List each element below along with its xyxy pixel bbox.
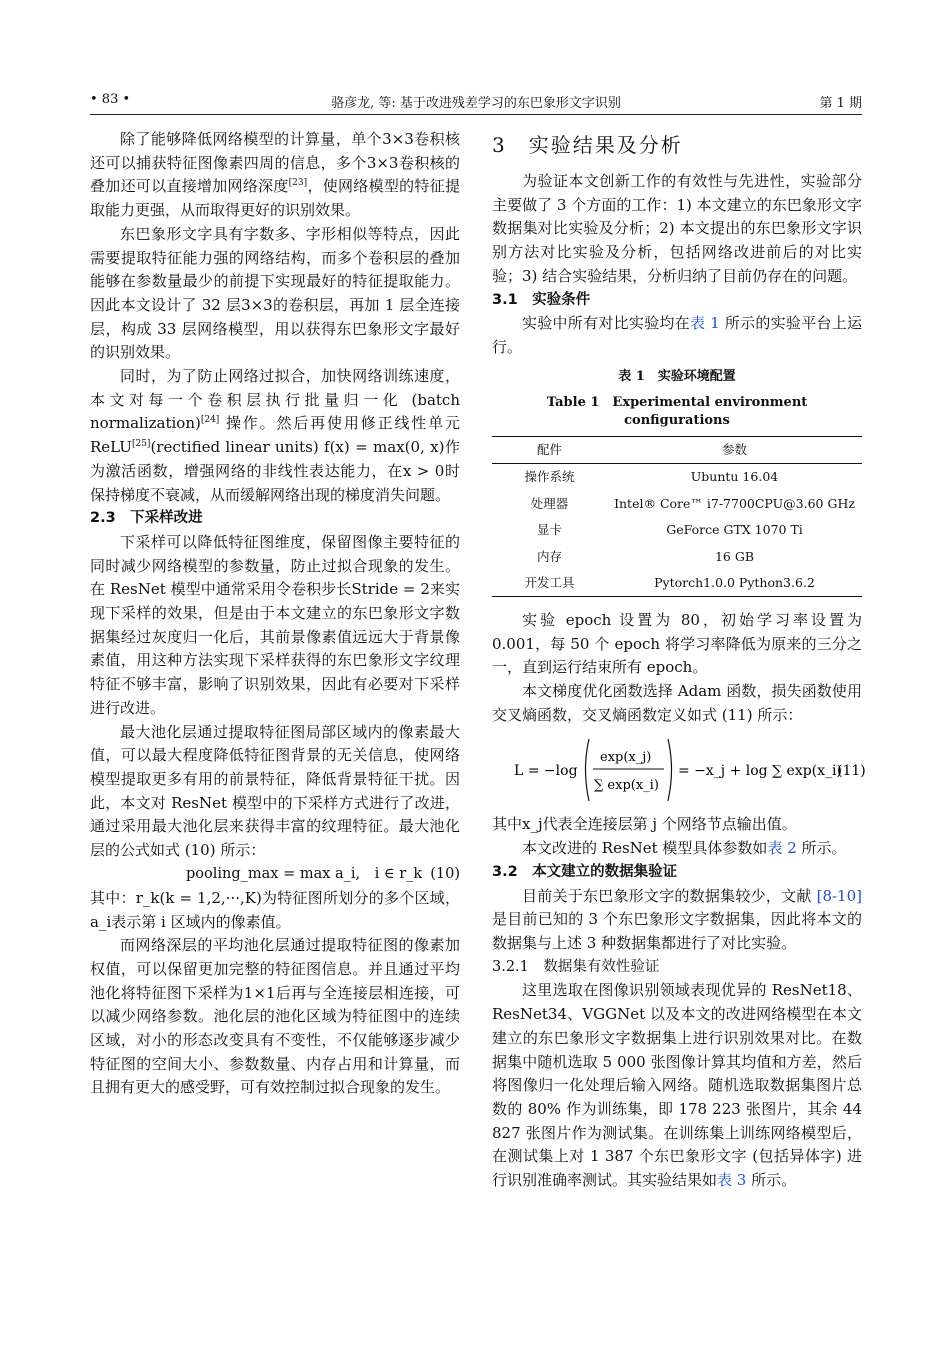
table-cell: 16 GB xyxy=(714,548,755,564)
paragraph: 为验证本文创新工作的有效性与先进性，实验部分主要做了 3 个方面的工作：1) 本文建立的东巴象形文字数据集对比实验及分析；2) 本文提出的东巴象形文字识别方法对比实验及分析，包括网络改进前后的对比实验；3) 结合实验结果，分析归纳了目前仍存在的问题。 xyxy=(492,172,862,285)
table-header-row xyxy=(492,436,862,463)
table-cell: 开发工具 xyxy=(524,574,575,590)
text: 是目前已知的 3 个东巴象形文字数据集，因此将本文的数据集与上述 3 种数据集都进行了对比实验。 xyxy=(492,910,862,952)
text: 操作。然后再使用修正线性单元ReLU xyxy=(90,414,460,457)
text: 实验中所有对比实验均在 xyxy=(522,314,690,333)
text: 这里选取在图像识别领域表现优异的 ResNet18、ResNet34、VGGNet 以及本文的改进网络模型在本文建立的东巴象形文字数据集上进行识别效果对比。在数据集中随机选取 5 000 张图像计算其均值和方差，然后将图像归一化处理后输入网络。随机选取数据集图片总数的 80% 作为训练集，即 178 223 张图片，其余 44 827 张图片作为测试集。在训练集上训练网络模型后，在测试集上对 1 387 个东巴象形文字 (包括异体字) 进行识别准确率测试。其实验结果如 xyxy=(492,981,862,1190)
left-column xyxy=(90,128,460,1100)
right-paren xyxy=(668,739,672,801)
paragraph: 而网络深层的平均池化层通过提取特征图的像素加权值，可以保留更加完整的特征图信息。并且通过平均池化将特征图下采样为1×1后再与全连接层相连接，可以减少网络参数。池化层的池化区域为特征图中的连续区域，对小的形态改变具有不变性，不仅能够逐步减少特征图的空间大小、参数数量、内存占用和计算量，而且拥有更大的感受野，可有效控制过拟合现象的发生。 xyxy=(90,936,460,1097)
section-heading: 2.3 下采样改进 xyxy=(90,510,203,527)
equation-11-svg xyxy=(492,729,866,809)
issue-number: 第 1 期 xyxy=(819,96,862,111)
running-title: 骆彦龙, 等: 基于改进残差学习的东巴象形文字识别 xyxy=(331,96,621,111)
paragraph: 本文梯度优化函数选择 Adam 函数，损失函数使用交叉熵函数，交叉熵函数定义如式 (11) 所示： xyxy=(492,682,862,724)
equation-10 xyxy=(90,863,460,887)
table-row xyxy=(492,464,862,491)
table-cell: 处理器 xyxy=(530,495,569,511)
table-header: 参数 xyxy=(721,441,747,457)
text: ，使网络模型的特征提取能力更强，从而取得更好的识别效果。 xyxy=(90,177,460,220)
fraction-numerator: exp(x_j) xyxy=(600,750,652,766)
paragraph xyxy=(492,885,862,956)
paragraph: 下采样可以降低特征图维度，保留图像主要特征的同时减少网络模型的参数量，防止过拟合现象的发生。在 ResNet 模型中通常采用令卷积步长Stride = 2来实现下采样的效果，但是由于本文建立的东巴象形文字数据集经过灰度归一化后，其前景像素值远远大于背景像素值，用这种方法实现下采样获得的东巴象形文字纹理特征不够丰富，影响了识别效果，因此有必要对下采样进行改进。 xyxy=(90,532,460,717)
text: 所示。 xyxy=(746,1171,797,1190)
table-link[interactable]: 表 2 xyxy=(767,839,797,858)
section-heading: 3.1 实验条件 xyxy=(492,291,591,308)
text: 所示的实验平台上运行。 xyxy=(492,314,862,356)
paragraph: 其中x_j代表全连接层第 j 个网络节点输出值。 xyxy=(492,815,797,834)
left-paren xyxy=(586,739,590,801)
table-link[interactable]: 表 1 xyxy=(689,314,720,333)
citation[interactable]: [23] xyxy=(288,178,308,189)
fraction-denominator: ∑ exp(x_i) xyxy=(594,778,659,794)
table-link[interactable]: 表 3 xyxy=(717,1171,747,1190)
equation-number: (11) xyxy=(837,763,866,780)
text: 目前关于东巴象形文字的数据集较少，文献 xyxy=(522,886,817,905)
environment-table xyxy=(492,436,862,597)
paragraph xyxy=(492,979,862,1192)
equation-rhs: = −x_j + log ∑ exp(x_i) xyxy=(678,763,842,780)
table-row xyxy=(492,570,862,597)
equation-11 xyxy=(492,729,866,809)
text: 本文改进的 ResNet 模型具体参数如 xyxy=(522,839,768,858)
table-caption-cn: 表 1 实验环境配置 xyxy=(618,368,736,384)
citation-link[interactable]: [8-10] xyxy=(816,886,862,905)
text: (rectified linear units) f(x) = max(0, x)作为激活函数，增强网络的非线性表达能力，在x > 0时保持梯度不衰减，从而缓解网络出现的梯度消失问题。 xyxy=(90,438,460,504)
table-row xyxy=(492,490,862,516)
equation-number: (10) xyxy=(430,865,460,882)
citation[interactable]: [24] xyxy=(200,415,220,426)
section-heading: 3.2 本文建立的数据集验证 xyxy=(492,863,678,880)
paragraph xyxy=(492,837,862,861)
table-cell: Ubuntu 16.04 xyxy=(690,469,779,485)
table-cell: 显卡 xyxy=(536,522,562,538)
table-row xyxy=(492,517,862,543)
paragraph: 其中：r_k(k = 1,2,···,K)为特征图所划分的多个区域，a_i表示第 i 区域内的像素值。 xyxy=(90,888,460,931)
equation-body: pooling_max = max a_i, i ∈ r_k xyxy=(186,865,423,882)
table-cell: 内存 xyxy=(536,548,562,564)
paragraph xyxy=(90,365,460,507)
table-caption-en: Table 1 Experimental environment configurations xyxy=(546,394,808,428)
text: 所示。 xyxy=(796,839,847,858)
text: 同时，为了防止网络过拟合，加快网络训练速度，本文对每一个卷积层执行批量归一化 (batch normalization) xyxy=(90,367,460,433)
paragraph xyxy=(492,312,862,359)
table-cell: Intel® Core™ i7-7700CPU@3.60 GHz xyxy=(614,495,855,511)
paragraph xyxy=(90,128,460,223)
running-header xyxy=(90,90,862,115)
table-cell: GeForce GTX 1070 Ti xyxy=(666,522,803,538)
paragraph: 最大池化层通过提取特征图局部区域内的像素最大值，可以最大程度降低特征图背景的无关信息，使网络模型提取更多有用的前景特征，降低背景特征干扰。因此，本文对 ResNet 模型中的下采样方式进行了改进，通过采用最大池化层来获得丰富的纹理特征。最大池化层的公式如式 (10) 所示： xyxy=(90,722,460,860)
equation-lhs: L = −log xyxy=(514,763,578,780)
paragraph: 东巴象形文字具有字数多、字形相似等特点，因此需要提取特征能力强的网络结构，而多个卷积层的叠加能够在参数量最少的前提下实现最好的特征提取能力。因此本文设计了 32 层3×3的卷积层，再加 1 层全连接层，构成 33 层网络模型，用以获得东巴象形文字最好的识别效果。 xyxy=(90,224,460,362)
page-number: • 83 • xyxy=(90,92,131,107)
right-column xyxy=(492,128,866,1193)
subsection-heading: 3.2.1 数据集有效性验证 xyxy=(492,958,660,975)
table-row xyxy=(492,543,862,569)
table-header: 配件 xyxy=(536,441,562,457)
paragraph: 实验 epoch 设置为 80，初始学习率设置为 0.001，每 50 个 epoch 将学习率降低为原来的三分之一，直到运行结束所有 epoch。 xyxy=(492,610,862,677)
citation[interactable]: [25] xyxy=(131,439,151,450)
table-cell: 操作系统 xyxy=(524,469,575,485)
text: 除了能够降低网络模型的计算量，单个3×3卷积核还可以捕获特征图像素四周的信息，多个3×3卷积核的叠加还可以直接增加网络深度 xyxy=(90,130,460,196)
section-heading: 3 实验结果及分析 xyxy=(492,133,683,157)
table-cell: Pytorch1.0.0 Python3.6.2 xyxy=(654,574,815,590)
